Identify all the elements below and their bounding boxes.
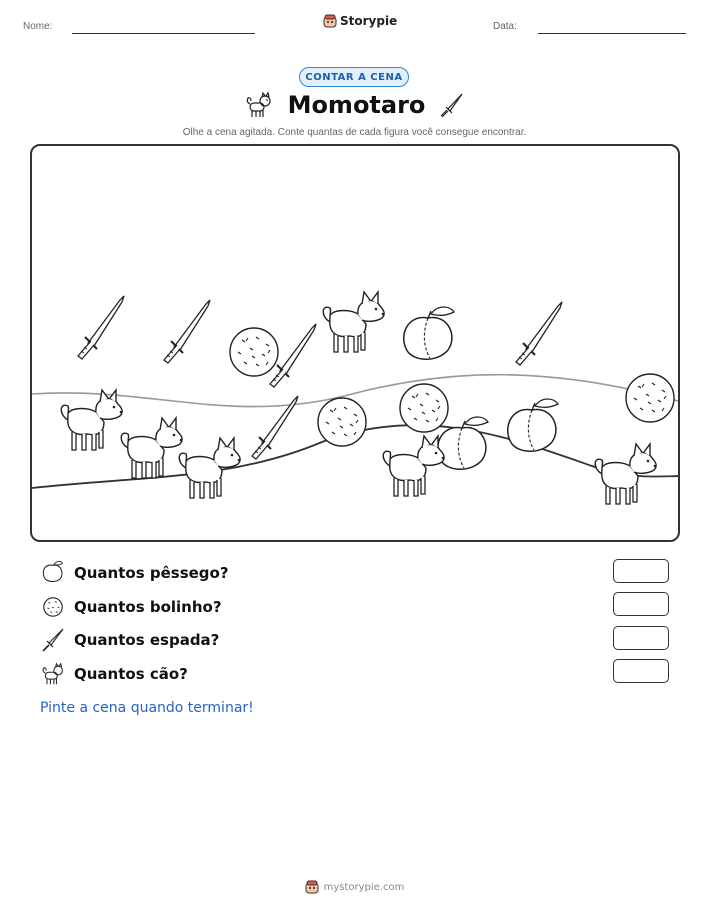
question-text: Quantos bolinho?: [74, 598, 222, 616]
site-url: mystorypie.com: [323, 881, 405, 893]
dumpling-icon: [40, 595, 66, 619]
sword-figure: [78, 296, 124, 359]
question-peach: [40, 561, 229, 585]
question-sword: [40, 628, 219, 652]
sword-figure: [164, 300, 210, 363]
dumpling-figure: [626, 374, 674, 422]
dog-figure: [323, 292, 384, 352]
storypie-icon: [323, 14, 337, 28]
instructions: Olhe a cena agitada. Conte quantas de cada figura você consegue encontrar.: [182, 127, 527, 138]
brand-name: Storypie: [340, 14, 398, 28]
answer-box-dog[interactable]: [613, 659, 669, 683]
question-text: Quantos espada?: [74, 631, 220, 649]
question-text: Quantos pêssego?: [74, 564, 229, 582]
name-label: Nome:: [23, 21, 53, 32]
site-footer: [0, 880, 709, 894]
answer-box-dumpling[interactable]: [613, 592, 669, 616]
brand-logo: [323, 14, 397, 28]
page-title: Momotaro: [287, 91, 426, 119]
sword-figure: [516, 302, 562, 365]
question-dumpling: [40, 595, 222, 619]
name-line[interactable]: [72, 33, 255, 34]
answer-box-sword[interactable]: [613, 626, 669, 650]
sword-icon: [439, 92, 465, 118]
peach-figure: [508, 399, 558, 451]
dog-figure: [595, 444, 656, 504]
counting-scene[interactable]: [30, 144, 680, 542]
coloring-instruction: Pinte a cena quando terminar!: [40, 700, 254, 716]
dog-figure: [121, 418, 182, 478]
date-line[interactable]: [538, 33, 686, 34]
dumpling-figure: [230, 328, 278, 376]
dog-figure: [383, 436, 444, 496]
question-dog: [40, 662, 188, 686]
dog-icon: [40, 662, 66, 686]
title-row: [0, 90, 709, 120]
peach-icon: [40, 561, 66, 585]
dumpling-figure: [400, 384, 448, 432]
dog-icon: [244, 90, 274, 120]
peach-figure: [404, 307, 454, 359]
date-label: Data:: [493, 21, 517, 32]
peach-figure: [438, 417, 488, 469]
scene-drawing: [32, 146, 680, 542]
sword-icon: [40, 628, 66, 652]
dog-figure: [61, 390, 122, 450]
activity-badge: CONTAR A CENA: [299, 67, 409, 87]
question-text: Quantos cão?: [74, 665, 188, 683]
storypie-icon: [305, 880, 319, 894]
dumpling-figure: [318, 398, 366, 446]
answer-box-peach[interactable]: [613, 559, 669, 583]
